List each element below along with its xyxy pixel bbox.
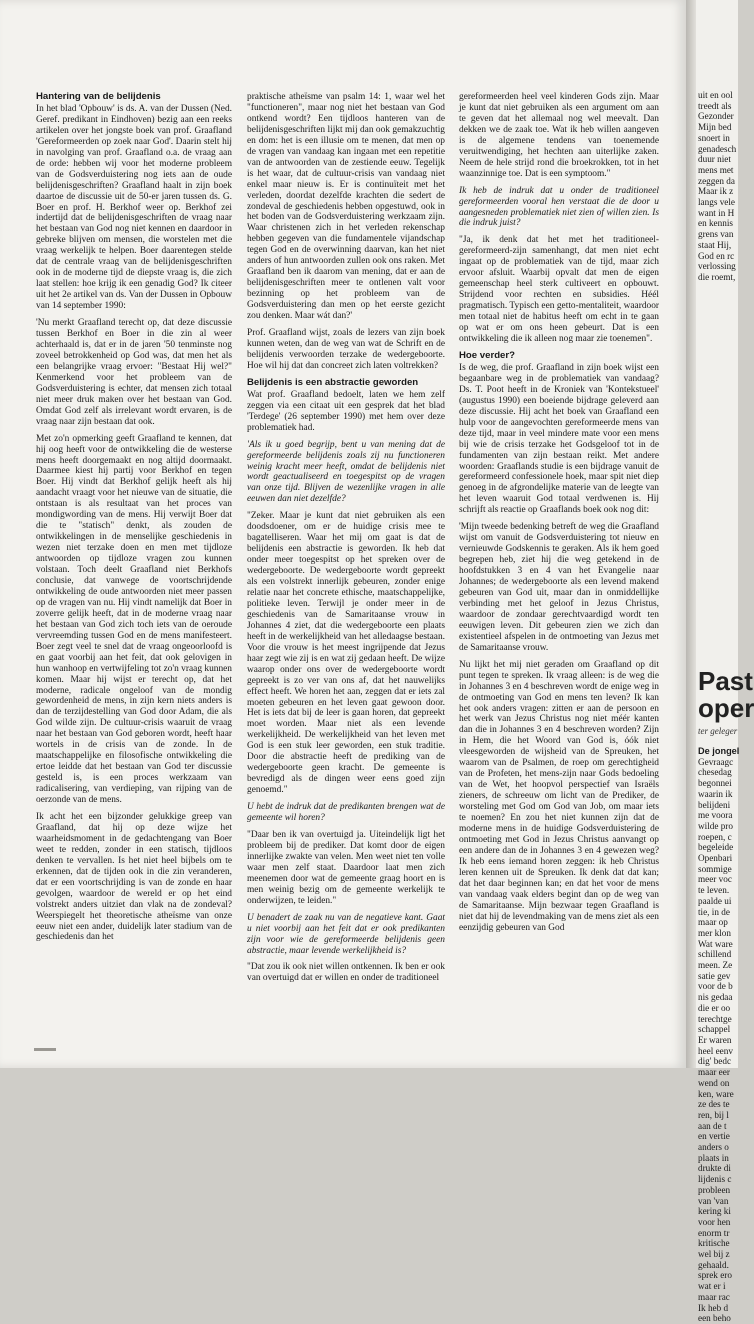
interview-question: Ik heb de indruk dat u onder de traditioneel gereformeerden vooral hen verstaat die de door u aangesneden problematiek niet zien of willen zien. Is die indruk juist? <box>459 185 659 229</box>
right-page-line: dig' bedc <box>698 1056 732 1067</box>
right-page-line: genadesch <box>698 143 737 154</box>
right-page-line: ren, bij l <box>698 1109 729 1120</box>
quote-paragraph: 'Nu merkt Graafland terecht op, dat deze discussie tussen Berkhof en Boer in die zin al weer achterhaald is, dat er in de jaren '50 tenminste nog zoveel betrokkenheid op God was, dat men het als een belangrijke vraag ervoer: "Bestaat Hij wel?" Kenmerkend voor het probleem van de Godsverduistering is echter, dat mensen zich totaal niet meer druk maken over het bestaan van God. Omdat God zelf als irrelevant wordt ervaren, is de vraag naar zijn bestaan dat ook. <box>36 318 232 427</box>
headline-line-2: oper <box>698 693 754 723</box>
right-page-line: meer voc <box>698 874 732 885</box>
right-page-line: en kennis <box>698 218 733 229</box>
right-page-line: chesedag <box>698 767 732 778</box>
right-page-line: voor hen <box>698 1216 731 1227</box>
quote-paragraph: Met zo'n opmerking geeft Graafland te kennen, dat hij oog heeft voor de ontwikkeling die de westerse mens heeft doorgemaakt en nog altijd doormaakt. Daarmee kiest hij partij voor Berkhof en tegen Boer. Hij vindt dat Berkhof gelijk heeft als hij aandacht vraagt voor het nieuwe van de situatie, die ontstaan is als resultaat van het proces van mondigwording van de mens. Hij verwijt Boer dat die te "statisch" denkt, als zouden de ontwikkelingen in de menselijke geschiedenis in wezen niet terzake doen en men met tijdloze antwoorden op tijdloze vragen zou kunnen volstaan. Toch deelt Graafland niet Berkhofs conclusie, dat vanwege de voortschrijdende ontwikkeling de oude antwoorden niet meer passen op de vragen van nu. Hij vindt namelijk dat Boer in zoverre gelijk heeft, dat in de moderne vraag naar het bestaan van God zich toch iets van de oeroude vervreemding tussen God en de mens manifesteert. Boer zegt veel te snel dat de vraag ongeoorloofd is en gaat voorbij aan het feit, dat ook gelovigen in hun wanhoop en vertwijfeling tot zo'n vraag kunnen komen. Maar hij wijst er terecht op, dat het moderne, radicale ongeloof van de mondig gewordenheid de mens, in zijn kern niets anders is dan de terzijdestelling van God door Adam, die als God wilde zijn. De cultuur-crisis waaruit de vraag naar het bestaan van God geboren wordt, heeft haar wortels in de crisis van de zonde. In de maatschappelijke en filosofische ontwikkeling die ertoe leidde dat het bestaan van God ter discussie gesteld is, is een proces werkzaam van radicalisering, van verdieping, van rijping van de oerzonde van de mens. <box>36 433 232 806</box>
right-page-line: Ik heb d <box>698 1302 729 1313</box>
interview-answer: "Ja, ik denk dat het met het traditioneel-gereformeerd-zijn samenhangt, dat men niet echt ingaat op de problematiek van de tijd, maar zich ervoor afsluit. Waarbij opvalt dat men de eigen gemeenschap heel sterk cultiveert en opbouwt. Strijdend voor rechten en subsidies. Héél pragmatisch. Typisch een getto-mentaliteit, waardoor men totaal niet de habitus heeft om echt in te gaan op wat er om ons heen gebeurt. Dat is een ontwikkeling die ik alleen nog maar zie toenemen". <box>459 235 659 345</box>
right-page-line: Wat ware <box>698 938 733 949</box>
right-page-line: belijdeni <box>698 799 731 810</box>
right-page-line: en vertie <box>698 1131 730 1142</box>
headline-line-1: Past <box>698 666 753 696</box>
right-page-line: maar eer <box>698 1067 730 1078</box>
right-page-line: schappel <box>698 1024 731 1035</box>
section-heading-hoe-verder: Hoe verder? <box>459 349 515 361</box>
right-page-line: Er waren <box>698 1034 732 1045</box>
right-page-line: nis gedaa <box>698 992 733 1003</box>
right-page-line: ken, ware <box>698 1088 734 1099</box>
right-page-line: aan de t <box>698 1120 727 1131</box>
right-page-line: een beho <box>698 1313 731 1324</box>
right-page-line: satie gev <box>698 970 731 981</box>
right-page-line: uit en ool <box>698 90 733 100</box>
interview-answer: "Zeker. Maar je kunt dat niet gebruiken als een doodsdoener, om er de huidige crisis mee te bagatelliseren. Waar het mij om gaat is dat de belijdenis een abstractie is geworden. Ik heb dat onder meer toegespitst op het spreken over de wedergeboorte. De wedergeboorte wordt gepreekt als een volstrekt innerlijk gebeuren, zonder enige relatie naar het concrete ethische, maatschappelijke, politieke leven. Terwijl je onder meer in de geschiedenis van de Samaritaanse vrouw in Johannes 4 ziet, dat die wedergeboorte een plaats heeft in de werkelijkheid van het alledaagse bestaan. Voor die vrouw is het meest ingrijpende dat Jezus haar zegt wie zij is en wat zij gedaan heeft. De wijze waarop onder ons over de wedergeboorte wordt gepreekt is zo ver van ons af, dat het nauwelijks effect heeft. We horen het aan, zeggen dat er iets zal moeten gebeuren en het leven gaat gewoon door. Het is iets dat bij de leer is gaan horen, dat gepreekt moet worden. Maar niet als een levende werkelijkheid. De werkelijkheid van het leven met God is een stuk leer geworden, een stuk traditie. Door die abstractie heeft de prediking van de wedergeboorte geen kracht. De gemeente is bevredigd als de dingen weer eens goed zijn genoemd." <box>247 511 445 796</box>
right-page-line: wat er i <box>698 1281 726 1292</box>
right-page-line: gehaald. <box>698 1259 729 1270</box>
right-page-line: Gevraagc <box>698 756 734 767</box>
right-page-line: wilde pro <box>698 820 733 831</box>
right-page-line: Gezonder <box>698 111 734 122</box>
right-page-line: sommige <box>698 863 732 874</box>
column-3 <box>459 92 659 940</box>
right-page-bottom-fragment <box>698 746 739 1324</box>
right-page-line: meen. Ze <box>698 960 733 971</box>
page-gutter <box>686 0 696 1068</box>
right-page-line: van 'van <box>698 1195 729 1206</box>
right-page-line: zeggen da <box>698 175 735 186</box>
right-page-line: begeleide <box>698 842 734 853</box>
section-heading-belijdenis-abstractie: Belijdenis is een abstractie geworden <box>247 376 419 388</box>
right-page-line: anders o <box>698 1142 729 1153</box>
right-page-line: grens van <box>698 229 734 240</box>
interview-answer: gereformeerden heel veel kinderen Gods zijn. Maar je kunt dat niet gebruiken als een argument om aan te geven dat het allemaal nog wel meevalt. Dan dekken we de zaak toe. Wat ik heb willen aangeven is de algemene tendens van toenemende veruitwendiging, het hechten aan uiterlijke zaken. Neem de hele strijd rond die broekrokken, tot in het waanzinnige toe. Dat is een symptoom." <box>459 92 659 179</box>
right-page-line: roepen, c <box>698 831 732 842</box>
right-page-line: drukte di <box>698 1163 731 1174</box>
paragraph: Prof. Graafland wijst, zoals de lezers van zijn boek kunnen weten, dan de weg van wat de Schrift en de belijdenis verwoorden terzake de wedergeboorte. Hoe wil hij dat dan concreet zich laten voltrekken? <box>247 328 445 371</box>
right-page-line: maar rac <box>698 1291 730 1302</box>
quote-paragraph: Ik acht het een bijzonder gelukkige greep van Graafland, dat hij op deze wijze het waarheidsmoment in de gedachtengang van Boer weet te redden, zonder in een statisch, tijdloos denken te vervallen. Is het niet heel bijbels om te erkennen, dat de tijden ook in die zin veranderen, dat er een voortschrijding is van de zonde en haar gevolgen, waardoor de wereld er op het eind volstrekt anders uitziet dan vlak na de zondeval? Weerspiegelt het theoretische atheïsme van onze eeuw niet een ander, duidelijk later stadium van de geschiedenis dan het <box>36 812 232 943</box>
right-page-line: duur niet <box>698 154 731 165</box>
interview-question: 'Als ik u goed begrijp, bent u van mening dat de gereformeerde belijdenis zoals zij nu functioneren weinig kracht meer heeft, omdat de belijdenis niet wordt geactualiseerd en toegespitst op de vragen van onze tijd. Blijven de wezenlijke vragen in alle eeuwen dan niet dezelfde? <box>247 439 445 505</box>
column-1 <box>36 92 232 949</box>
right-page-line: tie, in de <box>698 906 730 917</box>
right-page-line: God en rc <box>698 250 735 261</box>
quote-paragraph: 'Mijn tweede bedenking betreft de weg die Graafland wijst om vanuit de Godsverduistering tot nieuw en vernieuwde Godskennis te geraken. Als ik hem goed begrepen heb, ziet hij die weg getekend in de hoofdstukken 3 en 4 van het Evangelie naar Johannes; de wedergeboorte als een levend makend gebeuren van God uit, maar dan in onmiddellijke verbinding met het geloof in Jezus Christus, waardoor de zondaar gerechtvaardigd wordt ten eeuwigen leven. Dit gebeuren zien we zich dan existentieel afspelen in de ontmoeting van Jezus met de Samaritaanse vrouw. <box>459 522 659 653</box>
right-page-line: wend on <box>698 1077 730 1088</box>
right-page-line: ze des te <box>698 1099 730 1110</box>
right-page-subheadline: ter geleger <box>698 726 738 736</box>
right-page-line: voor de b <box>698 981 733 992</box>
right-page-line: mer klon <box>698 927 731 938</box>
right-page-line: waarin ik <box>698 788 733 799</box>
paragraph: Is de weg, die prof. Graafland in zijn boek wijst een begaanbare weg in de problematiek van vandaag? Ds. T. Poot heeft in de Kroniek van 'Kontekstueel' (augustus 1990) een boeiende bijdrage geleverd aan deze discussie. Hij acht het boek van Graafland een hulp voor de aangevochten gereformeerde mens van deze tijd, maar in veel mindere mate voor een mens bij wie de crisis terzake het Godsgeloof tot in de fundamenten van zijn bestaan reikt. Met andere woorden: Graaflands studie is een bijdrage vanuit de gereformeerd confessionele hoek, maar spit niet diep genoeg in de afgrondelijke materie van de leegte van het leven waaruit God totaal verdwenen is. Hij schrijft als reactie op Graaflands boek ook nog dit: <box>459 362 659 516</box>
right-page <box>696 0 754 1324</box>
right-page-line: staat Hij, <box>698 239 732 250</box>
right-page-line: kritische <box>698 1238 730 1249</box>
right-page-headline <box>698 668 754 722</box>
right-page-line: paalde ui <box>698 895 732 906</box>
right-page-line: me voora <box>698 810 733 821</box>
right-page-line: die roemt, <box>698 271 736 282</box>
page-number-mark <box>34 1048 56 1051</box>
right-page-line: Mijn bed <box>698 122 732 133</box>
right-page-line: snoert in <box>698 132 730 143</box>
right-page-line: schillend <box>698 949 732 960</box>
right-page-line: kering ki <box>698 1206 731 1217</box>
paragraph: In het blad 'Opbouw' is ds. A. van der Dussen (Ned. Geref. predikant in Eindhoven) bezig aan een reeks artikelen over het jongste boek van prof. Graafland 'Gereformeerden op zoek naar God'. Daarin stelt hij in navolging van prof. Graafland o.a. de vraag aan de orde: hebben wij voor het moderne probleem van de Godsverduistering nog iets aan de oude belijdenisgeschriften? Graafland haalt in zijn boek daartoe de discussie uit de 50-er jaren tussen ds. G. Boer en prof. H. Berkhof weer op. Berkhof zei indertijd dat de belijdenisgeschriften de vraag naar het bestaan van God nog niet kennen en daardoor in gebreke blijven om mensen, die worstelen met die vraag werkelijk te helpen. Boer daarentegen stelde dat de centrale vraag van de belijdenisgeschriften ook in de moderne tijd de diepste vraag is, die zich laat stellen: hoe krijg ik een genadig God? Ik citeer uit het 2e artikel van ds. Van der Dussen in Opbouw van 14 september 1990: <box>36 103 232 312</box>
right-page-line: langs vele <box>698 197 735 208</box>
section-heading-hantering: Hantering van de belijdenis <box>36 91 161 102</box>
column-2 <box>247 92 445 990</box>
right-page-line: sprek ero <box>698 1270 732 1281</box>
right-page-line: enorm tr <box>698 1227 730 1238</box>
right-page-top-fragment <box>698 90 736 283</box>
right-page-line: wel bij z <box>698 1249 730 1260</box>
right-page-line: want in H <box>698 207 735 218</box>
right-page-line: terechtge <box>698 1013 732 1024</box>
right-page-line: te leven. <box>698 885 730 896</box>
interview-answer: "Dat zou ik ook niet willen ontkennen. Ik ben er ook van overtuigd dat er willen en onder de traditioneel <box>247 962 445 984</box>
interview-answer: "Daar ben ik van overtuigd ja. Uiteindelijk ligt het probleem bij de prediker. Dat komt door de eigen innerlijke zwakte van velen. Men weet niet ten volle waar men zelf staat. Daardoor laat men zich meenemen door wat de gemeente graag hoort en is men weinig bezig om de gemeente werkelijk te onderwijzen, te leiden." <box>247 830 445 906</box>
right-page-line: lijdenis c <box>698 1174 732 1185</box>
right-page-line: Maar ik z <box>698 186 734 197</box>
paragraph: praktische atheïsme van psalm 14: 1, waar wel het "functioneren", maar nog niet het bestaan van God ontkend wordt? Een tijdloos hanteren van de belijdenisgeschriften lijkt mij dan ook gemakzuchtig en dom: het is een illusie om te menen, dat men op de vragen van vandaag kan ingaan met een repetitie van de antwoorden van de zestiende eeuw. Tegelijk is het waar, dat de cultuur-crisis van vandaag niet enkel maar nieuw is. Er is continuïteit met het verleden, doordat dezelfde krachten die sedert de zondeval de geschiedenis hebben opgestuwd, ook in het boden van de Godsverduistering werkzaam zijn. Waar christenen zich in het verleden rekenschap hebben gegeven van die fundamentele vijandschap tegen God en de overwinning daarvan, kan het niet anders of hun antwoorden zullen ook ons raken. Met Graafland ben ik daarom van mening, dat er aan de belijdenisgeschriften meer te ontlenen valt voor bezinning op het probleem van de Godsverduistering dan men op het eerste gezicht zou denken. Maar wát dan?' <box>247 92 445 322</box>
right-page-line: treedt als <box>698 100 732 111</box>
right-page-line: die er oo <box>698 1002 731 1013</box>
paragraph: Wat prof. Graafland bedoelt, laten we hem zelf zeggen via een citaat uit een gesprek dat het blad 'Terdege' (26 september 1990) met hem over deze problematiek had. <box>247 389 445 433</box>
right-page-section-heading: De jongel <box>698 746 740 756</box>
right-page-line: verlossing <box>698 261 736 272</box>
right-page-line: Openbari <box>698 853 733 864</box>
quote-paragraph: Nu lijkt het mij niet geraden om Graafland op dit punt tegen te spreken. Ik vraag alleen: is de weg die in Johannes 3 en 4 beschreven wordt de enige weg in de ontmoeting van God en mens ten leven? Ik kan het ook anders vragen: zitten er aan de persoon en het werk van Jezus Christus nog niet méér kanten dan die in Johannes 3 en 4 beschreven worden? Zijn in Hem, die het Woord van God is, óók niet vleesgeworden de wijsheid van de Spreuken, het waarom van de Psalmen, de roep om gerechtigheid van de Profeten, het mens-zijn naar Gods bedoeling van de Wet, het hoopvol perspectief van Israëls zieners, de schreeuw om licht van de Prediker, de worsteling met God om God van Job, om maar iets te noemen? En zou het niet kunnen zijn dat de moderne mens in de huidige Godsverduistering de ontmoeting met God in Jezus Christus aanvangt op een andere dan de in Johannes 3 en 4 gewezen weg? Ik heb eens iemand horen zeggen: ik heb Christus leren kennen uit de Spreuken. Ik denk dat dat kan; dat het daar beginnen kan; en dat het voor de mens van vandaag vaak elders begint dan op de weg van de Samaritaanse. Mijn bezwaar tegen Graafland is niet dat hij de levendmaking van de mens ziet als een eenzijdig gebeuren van God <box>459 659 659 933</box>
right-page-line: maar op <box>698 917 728 928</box>
right-page-line: mens met <box>698 164 734 175</box>
interview-question: U hebt de indruk dat de predikanten brengen wat de gemeente wil horen? <box>247 802 445 824</box>
right-page-line: heel eenv <box>698 1045 733 1056</box>
interview-question: U benadert de zaak nu van de negatieve kant. Gaat u niet voorbij aan het feit dat er ook predikanten zijn voor wie de gereformeerde belijdenis geen abstractie, maar levende werkelijkheid is? <box>247 912 445 956</box>
right-page-line: plaats in <box>698 1152 729 1163</box>
right-page-line: probleen <box>698 1184 731 1195</box>
right-page-line: begonnei <box>698 778 732 789</box>
